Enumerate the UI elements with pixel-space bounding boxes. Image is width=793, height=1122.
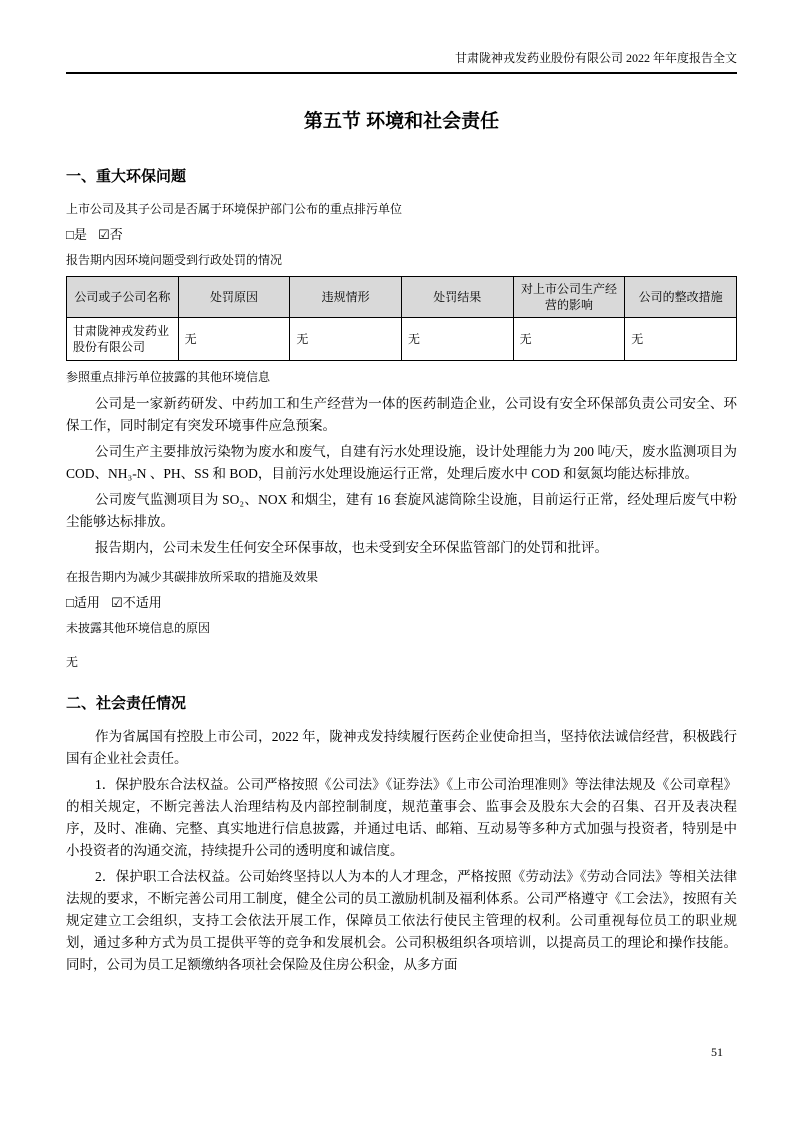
- no-other-info-caption: 未披露其他环境信息的原因: [66, 621, 211, 635]
- section-heading-environment: 一、重大环保问题: [66, 168, 187, 185]
- paragraph-no-incident: 报告期内，公司未发生任何安全环保事故，也未受到安全环保监管部门的处罚和批评。: [95, 540, 609, 555]
- col-header-company-name: 公司或子公司名称: [67, 277, 179, 318]
- checkbox-applicable: □适用: [66, 595, 100, 610]
- paragraph-shareholder-rights: 1．保护股东合法权益。公司严格按照《公司法》《证券法》《上市公司治理准则》等法律法规及《公司章程》的相关规定，不断完善法人治理结构及内部控制制度，规范董事会、监事会及股东大会的召集、召开及表决程序，及时、准确、完整、真实地进行信息披露，并通过电话、邮箱、互动易等多种方式加强与投资者，特别是中小投资者的沟通交流，持续提升公司的透明度和诚信度。: [66, 777, 737, 858]
- col-header-penalty-reason: 处罚原因: [178, 277, 290, 318]
- col-header-impact: 对上市公司生产经营的影响: [513, 277, 625, 318]
- col-header-rectification: 公司的整改措施: [625, 277, 737, 318]
- paragraph-exhaust-gas: 公司废气监测项目为 SO₂、NOX 和烟尘，建有 16 套旋风滤筒除尘设施，目前运行正常，经处理后废气中粉尘能够达标排放。: [66, 492, 737, 529]
- page-number: 51: [711, 1045, 723, 1059]
- key-polluter-question: 上市公司及其子公司是否属于环境保护部门公布的重点排污单位: [66, 202, 403, 216]
- cell-company-name: 甘肃陇神戎发药业股份有限公司: [67, 318, 179, 361]
- col-header-violation: 违规情形: [290, 277, 402, 318]
- paragraph-company-profile: 公司是一家新药研发、中药加工和生产经营为一体的医药制造企业，公司设有安全环保部负责公司安全、环保工作，同时制定有突发环境事件应急预案。: [66, 396, 737, 433]
- checkbox-yes: □是: [66, 227, 87, 242]
- cell-penalty-reason: 无: [178, 318, 290, 361]
- no-other-info-value: 无: [66, 655, 79, 669]
- cell-violation: 无: [290, 318, 402, 361]
- cell-penalty-result: 无: [401, 318, 513, 361]
- paragraph-social-intro: 作为省属国有控股上市公司，2022 年，陇神戎发持续履行医药企业使命担当，坚持依法诚信经营，积极践行国有企业社会责任。: [66, 729, 737, 766]
- penalty-table-head: [67, 277, 737, 318]
- carbon-caption: 在报告期内为减少其碳排放所采取的措施及效果: [66, 570, 319, 584]
- section-heading-social: 二、社会责任情况: [66, 695, 187, 712]
- running-header-text: 甘肃陇神戎发药业股份有限公司 2022 年年度报告全文: [454, 51, 737, 65]
- penalty-table-body: [67, 318, 737, 361]
- checkbox-no-checked: ☑否: [98, 227, 123, 242]
- cell-impact: 无: [513, 318, 625, 361]
- carbon-answer: [66, 594, 737, 612]
- col-header-penalty-result: 处罚结果: [401, 277, 513, 318]
- key-polluter-answer: [66, 226, 737, 244]
- paragraph-employee-rights: 2．保护职工合法权益。公司始终坚持以人为本的人才理念，严格按照《劳动法》《劳动合同法》等相关法律法规的要求，不断完善公司用工制度，健全公司的员工激励机制及福利体系。公司严格遵守《工会法》，按照有关规定建立工会组织，支持工会依法开展工作，保障员工依法行使民主管理的权利。公司重视每位员工的职业规划，通过多种方式为员工提供平等的竞争和发展机会。公司积极组织各项培训，以提高员工的理论和操作技能。同时，公司为员工足额缴纳各项社会保险及住房公积金，从多方面: [66, 869, 737, 972]
- penalty-table: [66, 276, 737, 361]
- running-header: [66, 0, 737, 74]
- page-title: 第五节 环境和社会责任: [303, 111, 500, 132]
- paragraph-wastewater: 公司生产主要排放污染物为废水和废气，自建有污水处理设施，设计处理能力为 200 吨/天，废水监测项目为 COD、NH₃-N 、PH、SS 和 BOD，目前污水处理设施运行正常，处理后废水中 COD 和氨氮均能达标排放。: [66, 444, 737, 481]
- other-disclosure-caption: 参照重点排污单位披露的其他环境信息: [66, 370, 271, 384]
- table-row: [67, 318, 737, 361]
- table-header-row: [67, 277, 737, 318]
- penalty-caption: 报告期内因环境问题受到行政处罚的情况: [66, 253, 283, 267]
- checkbox-not-applicable-checked: ☑不适用: [111, 595, 162, 610]
- cell-rectification: 无: [625, 318, 737, 361]
